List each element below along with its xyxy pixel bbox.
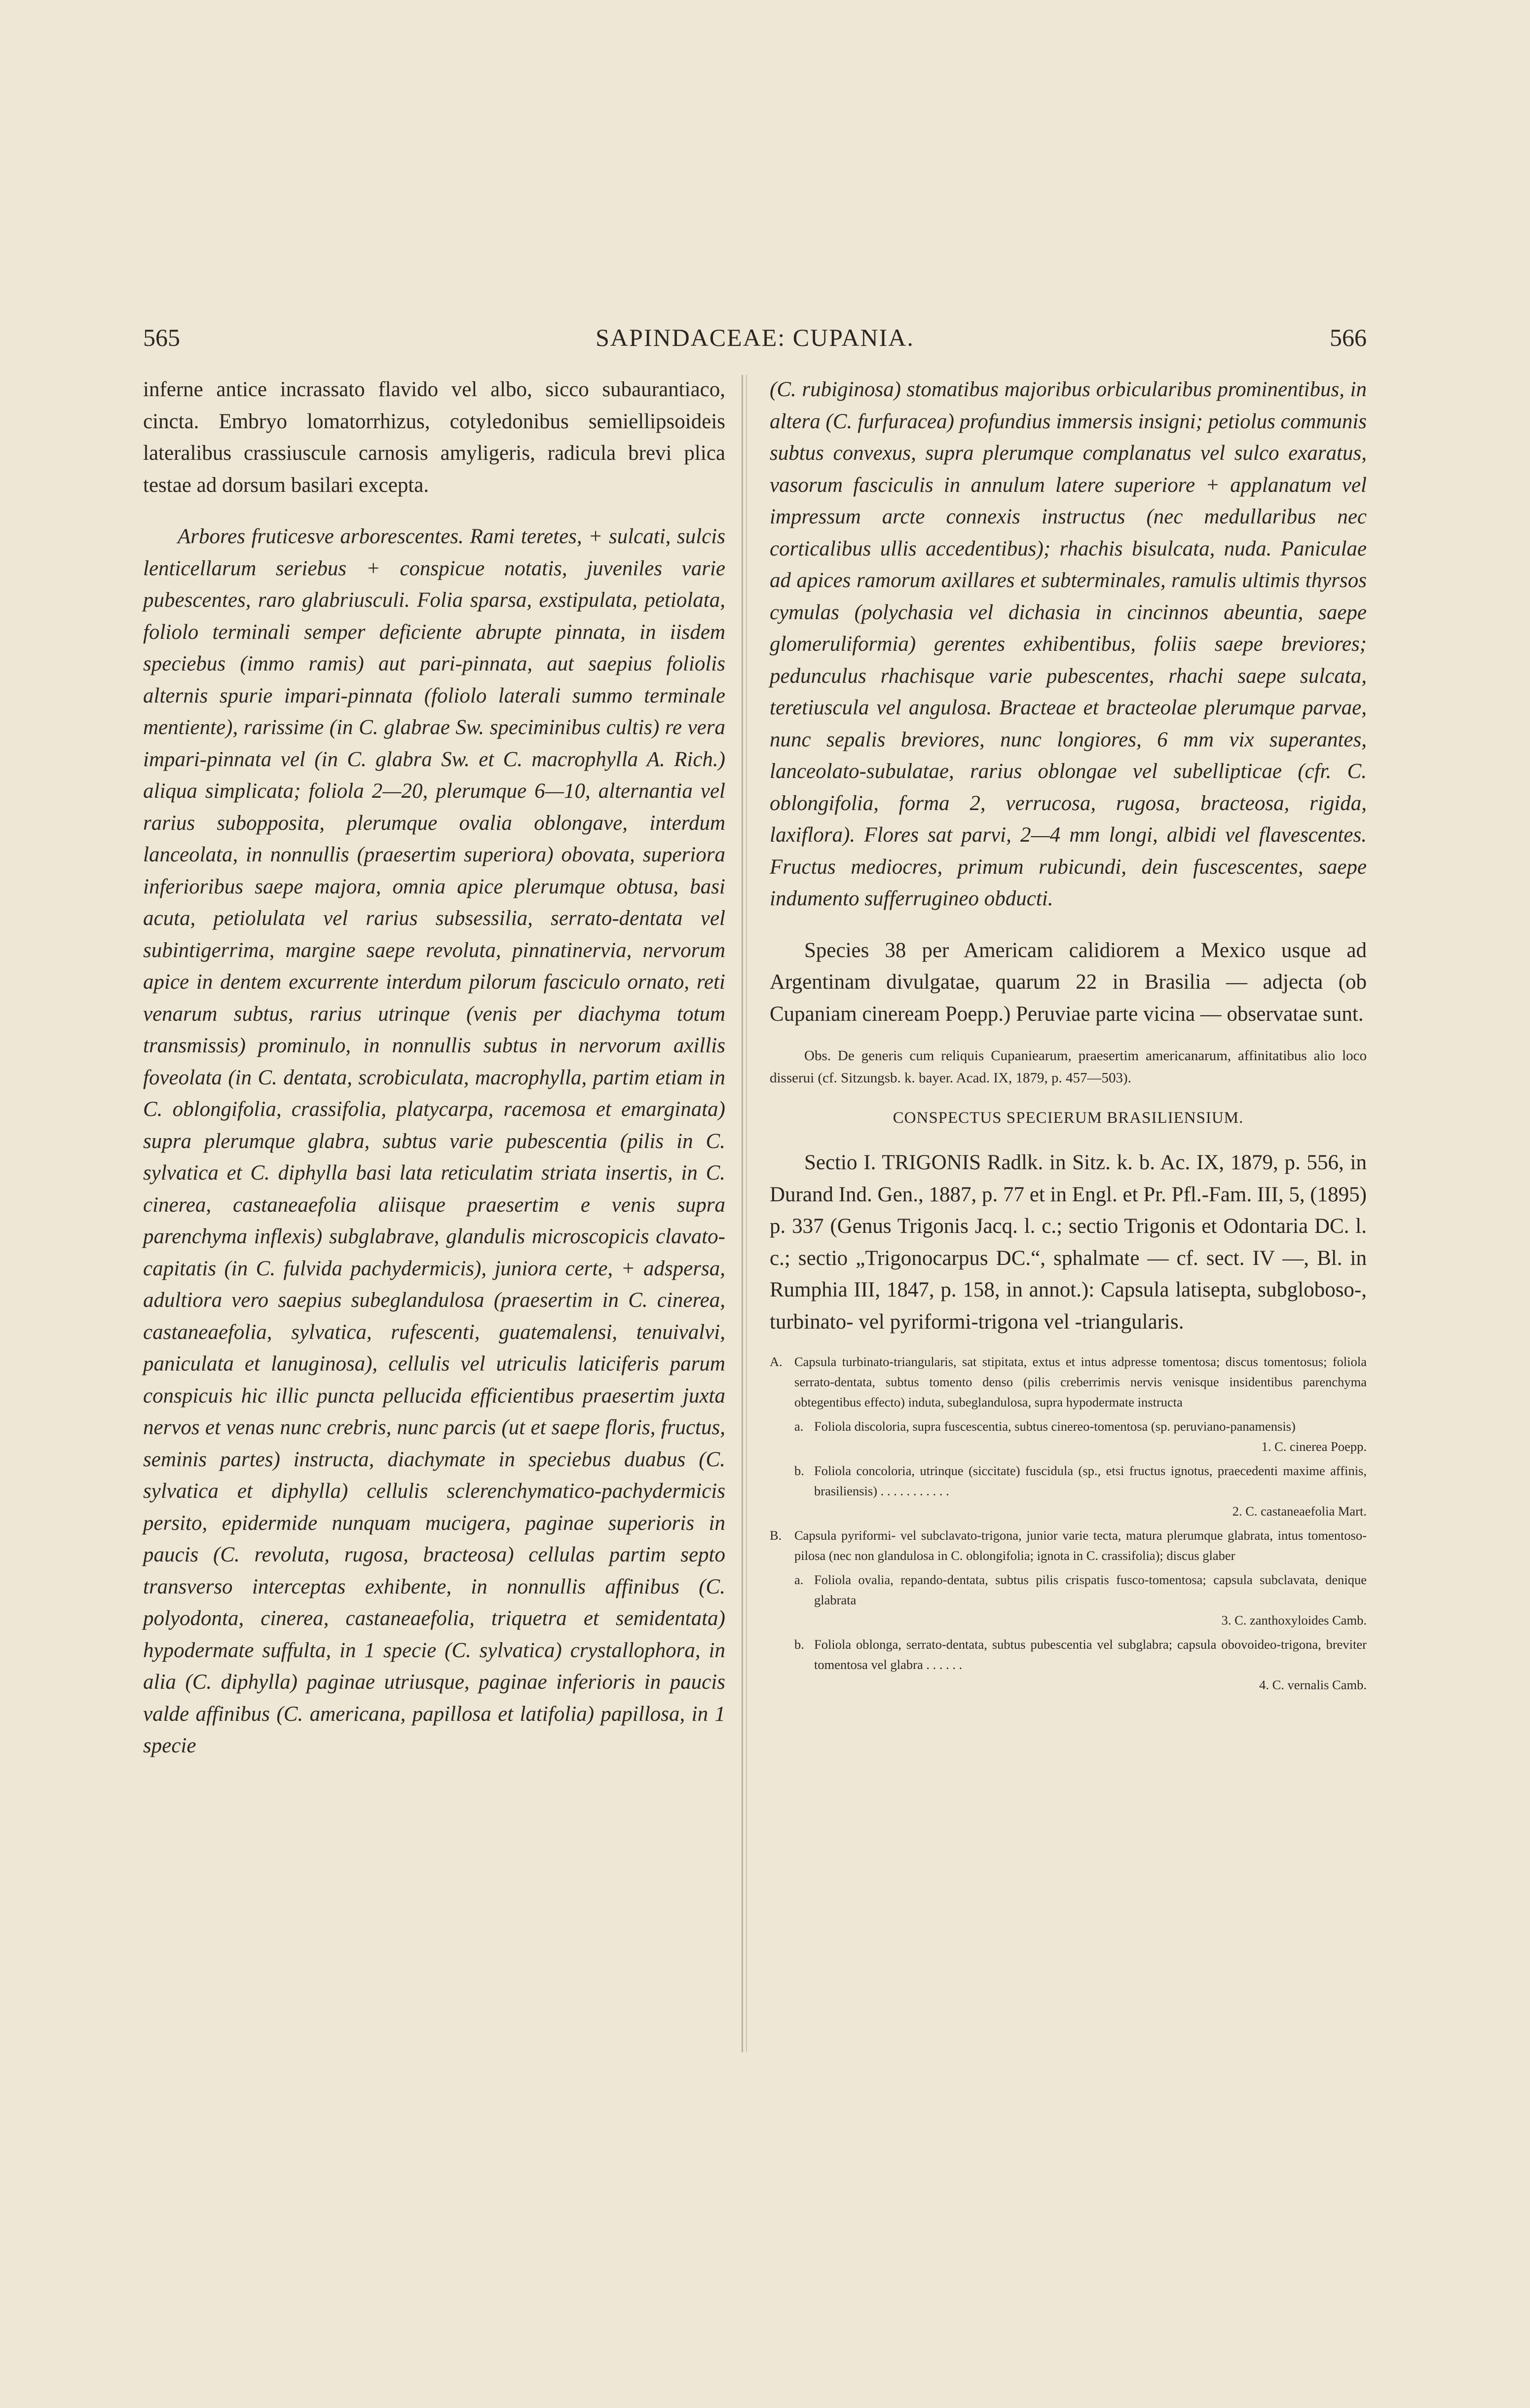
left-paragraph-2-text: Arbores fruticesve arborescentes. Rami teretes, + sulcati, sulcis lenticellarum seriebus + conspicue notatis, juveniles varie pubescentes, raro glabriusculi. Folia sparsa, exstipulata, petiolata, foliolo terminali semper deficiente abrupte pinnata, in iisdem speciebus (immo ramis) aut pari-pinnata, aut saepius foliolis alternis spurie impari-pinnata (foliolo laterali summo terminale mentiente), rarissime (in C. glabrae Sw. speciminibus cultis) re vera impari-pinnata vel (in C. glabra Sw. et C. macrophylla A. Rich.) aliqua simplicata; foliola 2—20, plerumque 6—10, alternantia vel rarius subopposita, plerumque ovalia oblongave, interdum lanceolata, in nonnullis (praesertim superiora) obovata, superiora inferioribus saepe majora, omnia apice plerumque obtusa, basi acuta, petiolulata vel rarius subsessilia, serrato-dentata vel subintigerrima, margine saepe revoluta, pinnatinervia, nervorum apice in dentem excurrente interdum pilorum fasciculo ornato, reti venarum subtus, rarius utrinque (venis per diachyma totum transmissis) prominulo, in nonnullis subtus in nervorum axillis foveolata (in C. dentata, scrobiculata, macrophylla, partim etiam in C. oblongifolia, crassifolia, platycarpa, racemosa et emarginata) supra plerumque glabra, subtus varie pubescentia (pilis in C. sylvatica et C. diphylla basi lata reticulatim striata insertis, in C. cinerea, castaneaefolia aliisque praesertim e venis supra parenchyma inflexis) subglabrave, glandulis microscopicis clavato-capitatis (in C. fulvida pachydermicis), juniora certe, + adspersa, adultiora vero saepius subeglandulosa (praesertim in C. cinerea, castaneaefolia, sylvatica, rufescenti, guatemalensi, tenuivalvi, paniculata et lanuginosa), cellulis vel utriculis laticiferis parum conspicuis hic illic puncta pellucida efficientibus praesertim juxta nervos et venas nunc crebris, nunc parcis (ut et saepe floris, fructus, seminis partes) instructa, diachymate in speciebus duabus (C. sylvatica et diphylla) cellulis sclerenchymatico-pachydermicis persito, epidermide nunquam mucigera, paginae superioris in paucis (C. revoluta, rugosa, bracteosa) cellulas partim septo transverso interceptas exhibente, in nonnullis affinibus (C. polyodonta, cinerea, castaneaefolia, triquetra et semidentata) hypodermate suffulta, in 1 specie (C. sylvatica) crystallophora, in alia (C. diphylla) paginae utriusque, paginae inferioris in paucis valde affinibus (C. americana, papillosa et latifolia) papillosa, in 1 specie bbox=[143, 525, 725, 1757]
key-result: 1. C. cinerea Poepp. bbox=[1261, 1439, 1367, 1454]
key-letter: A. bbox=[770, 1354, 783, 1369]
key-text: Capsula turbinato-triangularis, sat stipitata, extus et intus adpresse tomentosa; discus tomentosus; foliola serrato-dentata, subtus tomento denso (pilis creberrimis nervis venisque insidentibus parenchyma obtegentibus effecto) induta, subeglandulosa, supra hypodermate instructa bbox=[794, 1354, 1367, 1409]
key-text: Foliola oblonga, serrato-dentata, subtus pubescentia vel subglabra; capsula obovoideo-trigona, breviter tomentosa vel glabra . . . . . . bbox=[814, 1637, 1367, 1672]
key-entry bbox=[770, 1634, 1367, 1695]
observation-note: Obs. De generis cum reliquis Cupaniearum, praesertim americanarum, affinitatibus alio loco disserui (cf. Sitzungsb. k. bayer. Acad. IX, 1879, p. 457—503). bbox=[770, 1048, 1367, 1086]
key-letter: a. bbox=[794, 1572, 804, 1587]
key-letter: b. bbox=[794, 1463, 804, 1478]
right-column bbox=[770, 374, 1367, 1695]
key-result: 4. C. vernalis Camb. bbox=[1259, 1677, 1367, 1692]
key-entry bbox=[770, 1461, 1367, 1521]
right-paragraph-1-text: (C. rubiginosa) stomatibus majoribus orbicularibus prominentibus, in altera (C. furfuracea) profundius immersis insigni; petiolus communis subtus convexus, supra plerumque complanatus vel sulco exaratus, vasorum fasciculis in annulum latere superiore + applanatum vel impressum arcte connexis instructus (nec medullaribus nec corticalibus ullis accedentibus); rhachis bisulcata, nuda. Paniculae ad apices ramorum axillares et subterminales, ramulis ultimis thyrsos cymulas (polychasia vel dichasia in cincinnos abeuntia, saepe glomeruliformia) gerentes exhibentibus, foliis saepe breviores; pedunculus rhachisque varie pubescentes, rhachi saepe sulcata, teretiuscula vel angulosa. Bracteae et bracteolae plerumque parvae, nunc sepalis breviores, nunc longiores, 6 mm vix superantes, lanceolato-subulatae, rarius oblongae vel subellipticae (cfr. C. oblongifolia, forma 2, verrucosa, rugosa, bracteosa, rigida, laxiflora). Flores sat parvi, 2—4 mm longi, albidi vel flavescentes. Fructus mediocres, primum rubicundi, dein fuscescentes, saepe indumento sufferrugineo obducti. bbox=[770, 378, 1367, 910]
key-text: Foliola ovalia, repando-dentata, subtus pilis crispatis fusco-tomentosa; capsula subclavata, denique glabrata bbox=[814, 1572, 1367, 1607]
left-paragraph-2 bbox=[143, 521, 725, 1762]
sectio-paragraph: Sectio I. TRIGONIS Radlk. in Sitz. k. b. Ac. IX, 1879, p. 556, in Durand Ind. Gen., 1887, p. 77 et in Engl. et Pr. Pfl.-Fam. III, 5, (1895) p. 337 (Genus Trigonis Jacq. l. c.; sectio Trigonis et Odontaria DC. l. c.; sectio „Trigonocarpus DC.“, sphalmate — cf. sect. IV —, Bl. in Rumphia III, 1847, p. 158, in annot.): Capsula latisepta, subgloboso-, turbinato- vel pyriformi-trigona vel -triangularis. bbox=[770, 1151, 1367, 1334]
page-number-left: 565 bbox=[143, 324, 180, 351]
right-paragraph-1 bbox=[770, 374, 1367, 915]
page-number-right: 566 bbox=[1330, 324, 1367, 351]
key-result: 3. C. zanthoxyloides Camb. bbox=[1221, 1613, 1367, 1628]
key-text: Capsula pyriformi- vel subclavato-trigona, junior varie tecta, matura plerumque glabrata, intus tomentoso-pilosa (nec non glandulosa in C. oblongifolia; ignota in C. crassifolia); discus glaber bbox=[794, 1528, 1367, 1563]
left-paragraph-1: inferne antice incrassato flavido vel albo, sicco subaurantiaco, cincta. Embryo lomatorrhizus, cotyledonibus semiellipsoideis lateralibus crassiuscule carnosis amyligeris, radicula brevi plica testae ad dorsum basilari excepta. bbox=[143, 378, 725, 497]
left-column bbox=[143, 374, 725, 1762]
column-divider bbox=[742, 375, 743, 2052]
key-result: 2. C. castaneaefolia Mart. bbox=[1232, 1504, 1367, 1519]
key-entry bbox=[770, 1570, 1367, 1630]
key-entry bbox=[770, 1525, 1367, 1566]
column-divider-inner bbox=[746, 375, 747, 2052]
conspectus-heading: CONSPECTUS SPECIERUM BRASILIENSIUM. bbox=[893, 1109, 1244, 1127]
key-text: Foliola discoloria, supra fuscescentia, subtus cinereo-tomentosa (sp. peruviano-panamensis) bbox=[814, 1419, 1296, 1434]
key-letter: a. bbox=[794, 1419, 804, 1434]
key-letter: B. bbox=[770, 1528, 782, 1543]
species-key bbox=[770, 1352, 1367, 1695]
key-entry bbox=[770, 1416, 1367, 1457]
key-entry bbox=[770, 1352, 1367, 1412]
running-header bbox=[143, 323, 1367, 363]
running-title: SAPINDACEAE: CUPANIA. bbox=[596, 324, 914, 351]
key-text: Foliola concoloria, utrinque (siccitate) fuscidula (sp., etsi fructus ignotus, praecedenti maxime affinis, brasiliensis) . . . . . . . . . . . bbox=[814, 1463, 1367, 1498]
right-paragraph-2: Species 38 per Americam calidiorem a Mexico usque ad Argentinam divulgatae, quarum 22 in Brasilia — adjecta (ob Cupaniam cineream Poepp.) Peruviae parte vicina — observatae sunt. bbox=[770, 938, 1367, 1026]
key-letter: b. bbox=[794, 1637, 804, 1652]
